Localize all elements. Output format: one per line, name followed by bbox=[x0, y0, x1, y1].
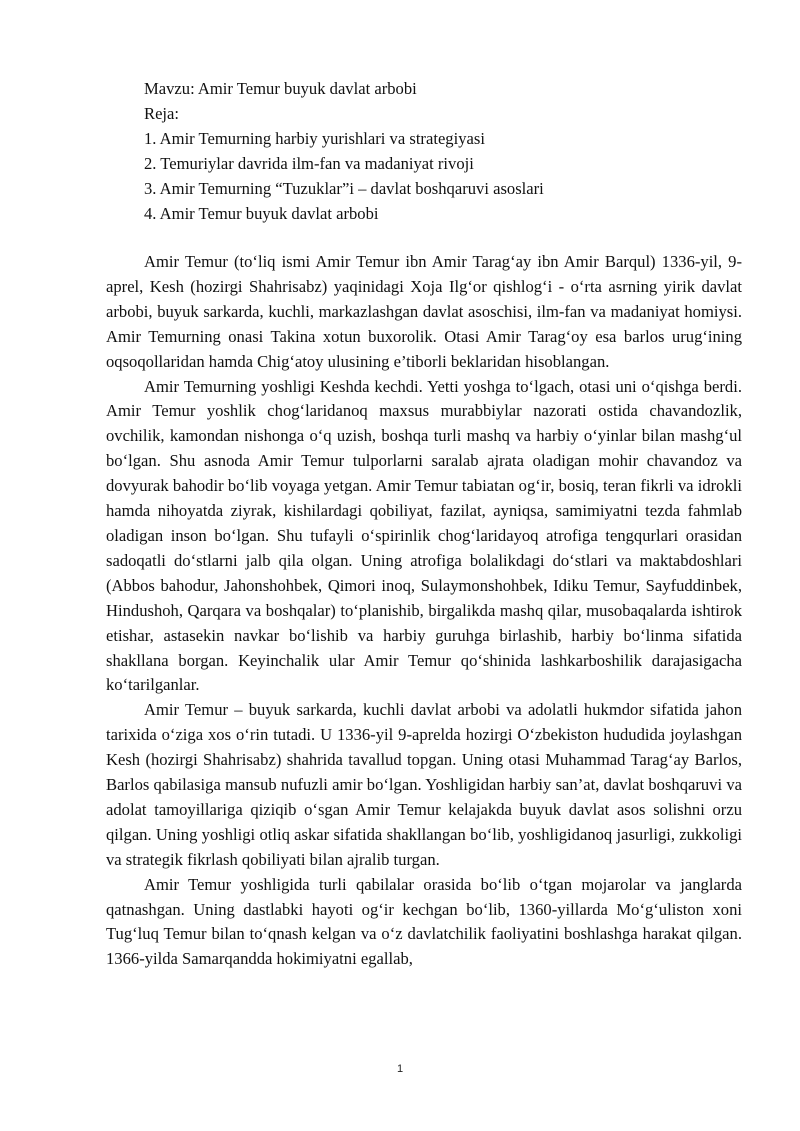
plan-item: 3. Amir Temurning “Tuzuklar”i – davlat boshqaruvi asoslari bbox=[144, 179, 544, 198]
document-body bbox=[106, 250, 742, 972]
page-number: 1 bbox=[396, 1063, 404, 1075]
body-paragraph: Amir Temur (to‘liq ismi Amir Temur ibn Amir Tarag‘ay ibn Amir Barqul) 1336-yil, 9-aprel, Kesh (hozirgi Shahrisabz) yaqinidagi Xoja Ilg‘or qishlog‘i - o‘rta asrning yirik davlat arbobi, buyuk sarkarda, kuchli, markazlashgan davlat asoschisi, ilm-fan va madaniyat homiysi. Amir Temurning onasi Takina xotun buxorolik. Otasi Amir Tarag‘oy esa barlos urug‘ining oqsoqollaridan hamda Chig‘atoy ulusining e’tiborli beklaridan hisoblangan. bbox=[106, 252, 742, 371]
plan-item: 2. Temuriylar davrida ilm-fan va madaniyat rivoji bbox=[144, 154, 474, 173]
body-paragraph: Amir Temur yoshligida turli qabilalar orasida bo‘lib o‘tgan mojarolar va janglarda qatnashgan. Uning dastlabki hayoti og‘ir kechgan bo‘lib, 1360-yillarda Mo‘g‘uliston xoni Tug‘luq Temur bilan to‘qnash kelgan va o‘z davlatchilik faoliyatini boshlashga harakat qilgan. 1366-yilda Samarqandda hokimiyatni egallab, bbox=[106, 874, 742, 969]
body-paragraph: Amir Temur – buyuk sarkarda, kuchli davlat arbobi va adolatli hukmdor sifatida jahon tarixida o‘ziga xos o‘rin tutadi. U 1336-yil 9-aprelda hozirgi O‘zbekiston hududida joylashgan Kesh (hozirgi Shahrisabz) shahrida tavallud topgan. Uning otasi Muhammad Tarag‘ay Barlos, Barlos qabilasiga mansub nufuzli amir bo‘lgan. Yoshligidan harbiy san’at, davlat boshqaruvi va adolat tamoyillariga qiziqib o‘sgan Amir Temur kelajakda buyuk davlat asos solishni orzu qilgan. Uning yoshligi otliq askar sifatida shakllangan bo‘lib, yoshligidanoq jasurligi, zukkoligi va strategik fikrlash qobiliyati bilan ajralib turgan. bbox=[106, 700, 742, 869]
document-header bbox=[144, 76, 744, 226]
plan-item: 1. Amir Temurning harbiy yurishlari va strategiyasi bbox=[144, 129, 485, 148]
body-paragraph: Amir Temurning yoshligi Keshda kechdi. Yetti yoshga to‘lgach, otasi uni o‘qishga berdi. Amir Temur yoshlik chog‘laridanoq maxsus murabbiylar nazorati ostida chavandozlik, ovchilik, kamondan nishonga o‘q uzish, boshqa turli mashq va harbiy o‘yinlar bilan mashg‘ul bo‘lgan. Shu asnoda Amir Temur tulporlarni saralab ajrata oladigan mohir chavandoz va dovyurak bahodir bo‘lib voyaga yetgan. Amir Temur tabiatan og‘ir, bosiq, teran fikrli va idrokli hamda nihoyatda ziyrak, kishilardagi qobiliyat, fazilat, ayniqsa, samimiyatni tezda fahmlab oladigan inson bo‘lgan. Shu tufayli o‘spirinlik chog‘laridayoq atrofiga tengqurlari orasidan sadoqatli do‘stlarni jalb qila olgan. Uning atrofiga bolalikdagi do‘stlari va maktabdoshlari (Abbos bahodur, Jahonshohbek, Qimori inoq, Sulaymonshohbek, Idiku Temur, Sayfuddinbek, Hindushoh, Qarqara va boshqalar) to‘planishib, birgalikda mashq qilar, musobaqalarda ishtirok etishar, astasekin navkar bo‘lishib va harbiy guruhga birlashib, harbiy bo‘linma sifatida shakllana borgan. Keyinchalik ular Amir Temur qo‘shinida lashkarboshilik darajasigacha ko‘tarilganlar. bbox=[106, 376, 742, 695]
topic-title: Mavzu: Amir Temur buyuk davlat arbobi bbox=[144, 79, 417, 98]
plan-item: 4. Amir Temur buyuk davlat arbobi bbox=[144, 204, 379, 223]
plan-label: Reja: bbox=[144, 104, 180, 123]
